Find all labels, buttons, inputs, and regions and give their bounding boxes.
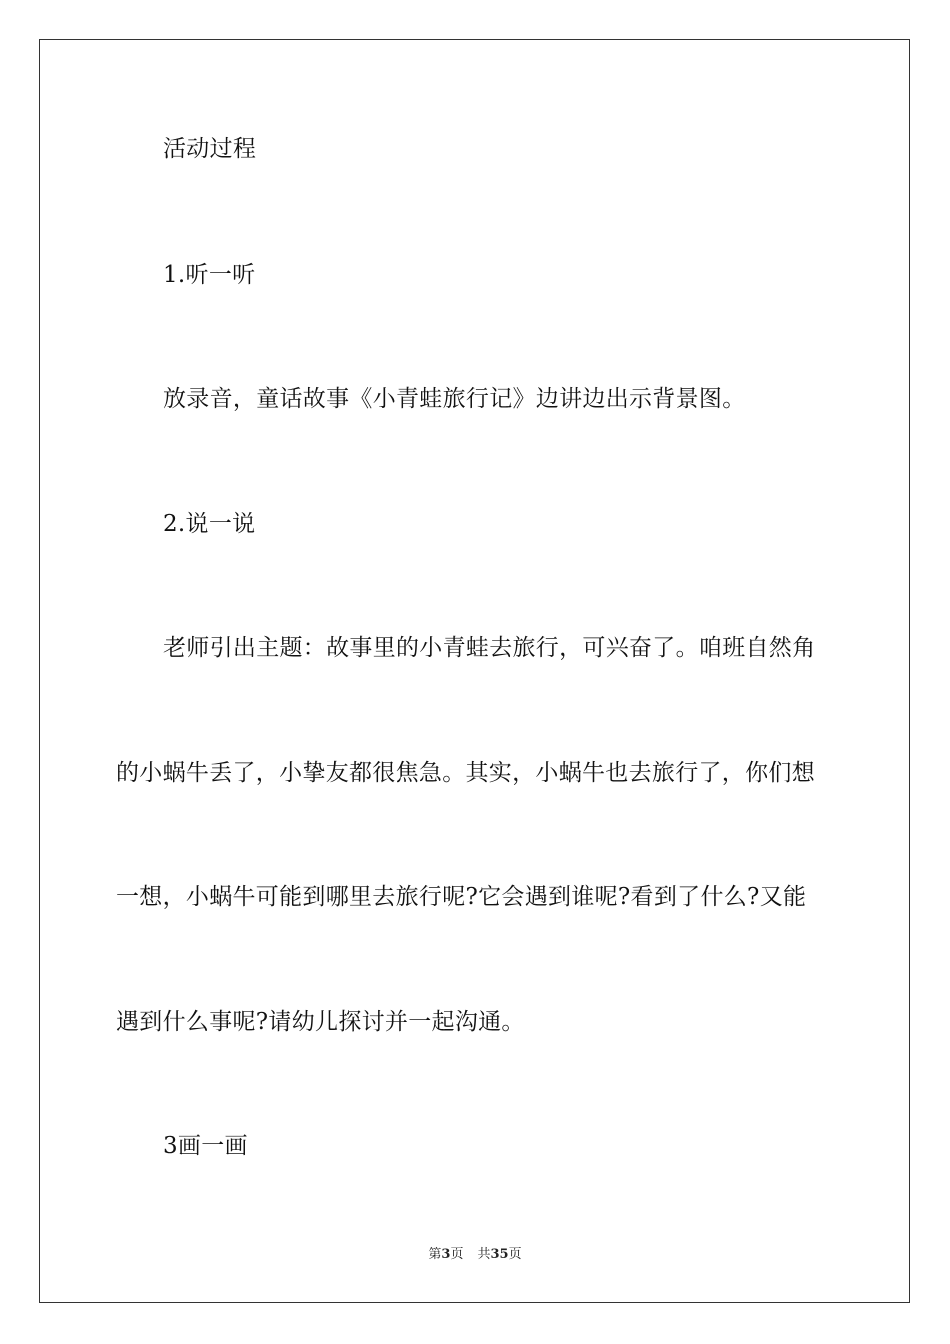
paragraph-line: 一想，小蜗牛可能到哪里去旅行呢?它会遇到谁呢?看到了什么?又能 xyxy=(116,884,807,910)
paragraph-line: 老师引出主题：故事里的小青蛙去旅行，可兴奋了。咱班自然角 xyxy=(163,635,816,661)
page-prefix: 第 xyxy=(428,1247,442,1262)
total-suffix: 页 xyxy=(508,1247,522,1262)
page-border xyxy=(39,39,910,1303)
paragraph-line: 放录音，童话故事《小青蛙旅行记》边讲边出示背景图。 xyxy=(163,386,746,412)
paragraph-line: 遇到什么事呢?请幼儿探讨并一起沟通。 xyxy=(116,1009,525,1035)
page-suffix: 页 xyxy=(450,1247,464,1262)
section-heading-activity-process: 活动过程 xyxy=(163,136,257,162)
step-heading-listen: 1.听一听 xyxy=(163,262,256,288)
step-heading-draw: 3画一画 xyxy=(163,1133,248,1159)
total-prefix: 共 xyxy=(477,1247,491,1262)
paragraph-line: 的小蜗牛丢了，小挚友都很焦急。其实，小蜗牛也去旅行了，你们想 xyxy=(116,760,815,786)
step-heading-speak: 2.说一说 xyxy=(163,511,256,537)
total-pages: 35 xyxy=(490,1247,509,1262)
page-footer xyxy=(0,1246,950,1264)
page-number: 3 xyxy=(441,1247,451,1262)
